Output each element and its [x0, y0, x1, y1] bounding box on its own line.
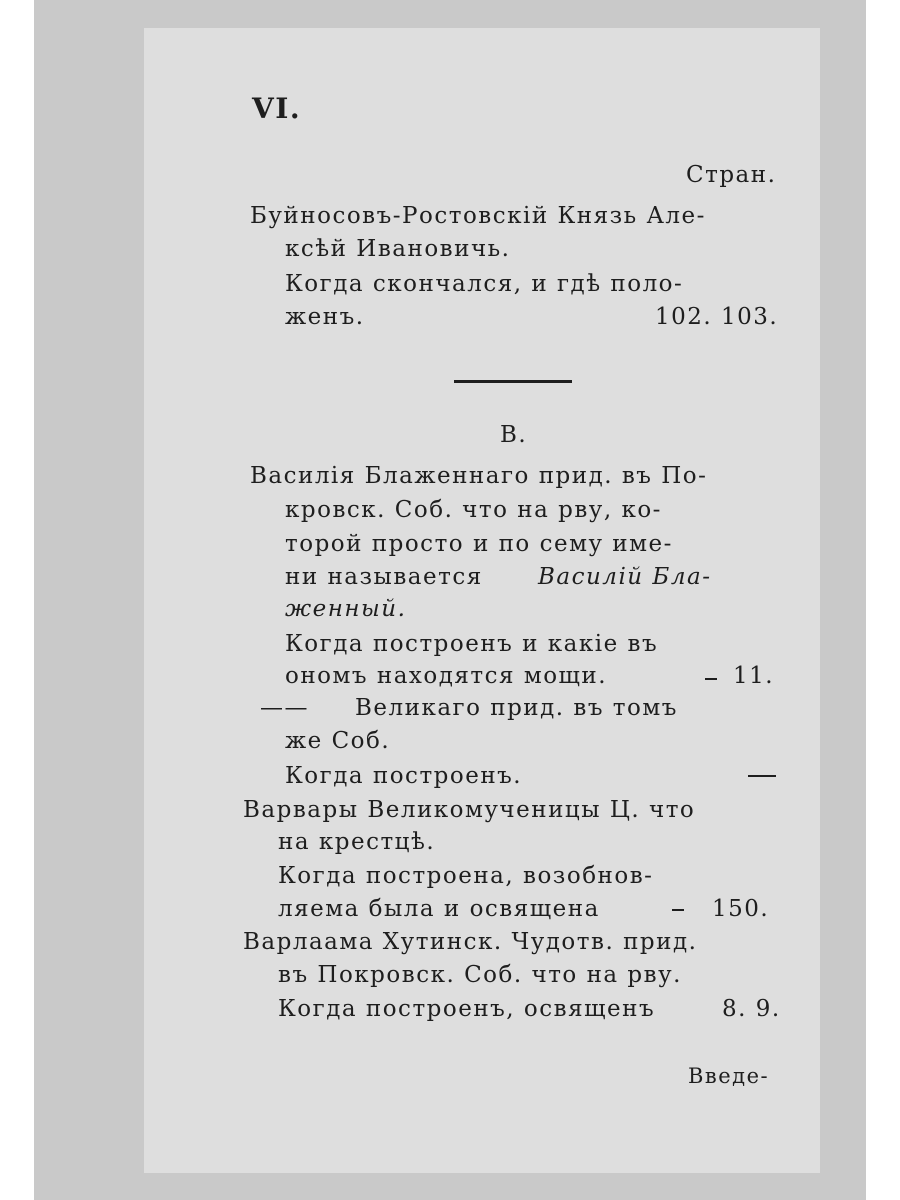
right-margin	[866, 0, 900, 1200]
entry-subline: ляема была и освящена	[278, 896, 600, 922]
leader-dash	[705, 678, 717, 680]
entry-line: ни называется	[285, 564, 483, 590]
entry-subline: Когда построенъ, освященъ	[278, 996, 656, 1022]
entry-subline: Когда построена, возобнов-	[278, 863, 654, 889]
entry-line-italic: женный.	[285, 596, 407, 622]
entry-line: на крестцѣ.	[278, 829, 436, 855]
entry-subline: Когда построенъ.	[285, 763, 523, 789]
page-number: VI.	[252, 92, 302, 125]
entry-line: женъ.	[285, 304, 365, 330]
entry-line: торой просто и по сему име-	[285, 531, 673, 557]
entry-line: же Соб.	[285, 728, 391, 754]
ditto-dash: ——	[260, 695, 309, 721]
page-reference: 8. 9.	[722, 996, 781, 1022]
entry-line: Буйносовъ-Ростовскій Князь Але-	[250, 203, 706, 229]
letter-heading: В.	[500, 422, 528, 448]
entry-line: ксѣй Ивановичь.	[285, 236, 511, 262]
left-margin	[0, 0, 34, 1200]
entry-line: Варлаама Хутинск. Чудотв. прид.	[243, 929, 698, 955]
page-reference: 102. 103.	[655, 304, 779, 330]
entry-line: кровск. Соб. что на рву, ко-	[285, 497, 662, 523]
entry-line: Когда скончался, и гдѣ поло-	[285, 271, 684, 297]
ditto-mark	[748, 775, 776, 777]
entry-line: въ Покровск. Соб. что на рву.	[278, 962, 682, 988]
catchword: Введе-	[688, 1064, 770, 1088]
entry-subline: ономъ находятся мощи.	[285, 663, 608, 689]
column-header: Стран.	[686, 162, 777, 188]
leader-dash	[672, 909, 684, 911]
entry-line: Великаго прид. въ томъ	[355, 695, 678, 721]
entry-line: Василія Блаженнаго прид. въ По-	[250, 463, 708, 489]
section-divider	[454, 380, 572, 383]
page-reference: 150.	[712, 896, 770, 922]
entry-line: Варвары Великомученицы Ц. что	[243, 797, 696, 823]
entry-subline: Когда построенъ и какіе въ	[285, 631, 659, 657]
page-reference: 11.	[733, 663, 775, 689]
entry-line-italic: Василій Бла-	[538, 564, 712, 590]
